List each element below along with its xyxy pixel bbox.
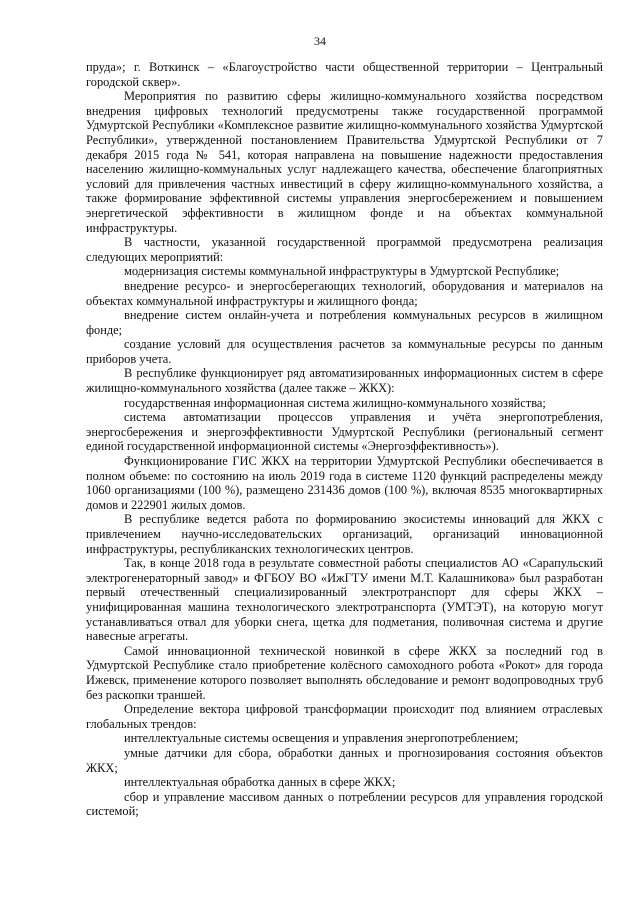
list-item: государственная информационная система жилищно-коммунального хозяйства; [124,395,546,410]
paragraph: В республике функционирует ряд автоматизированных информационных систем в сфере жилищно-коммунального хозяйства (далее также – ЖКХ): [86,366,603,396]
list-item: создание условий для осуществления расчетов за коммунальные ресурсы по данным приборов учета. [86,337,603,366]
paragraph: Функционирование ГИС ЖКХ на территории Удмуртской Республики обеспечивается в полном объеме: по состоянию на июль 2019 года в системе 1120 функций распределены между 1060 организациями (100 %), размещено 231436 домов (100 %), включая 8535 многоквартирных домов и 222901 жилых домов. [86,454,603,512]
list-item: система автоматизации процессов управления и учёта энергопотребления, энергосбережения и энергоэффективности Удмуртской Республики (региональный сегмент единой государственной информационной системы «Энергоэффективность»). [86,410,603,454]
list-item: модернизация системы коммунальной инфраструктуры в Удмуртской Республике; [124,264,560,279]
paragraph: Самой инновационной технической новинкой в сфере ЖКХ за последний год в Удмуртской Республике стало приобретение колёсного самоходного робота «Рокот» для города Ижевск, применение которого позволяет выполнять обследование и ремонт водопроводных труб без раскопки траншей. [86,643,603,702]
page-number: 34 [314,34,326,48]
list-item: интеллектуальные системы освещения и управления энергопотреблением; [124,731,519,746]
paragraph: В республике ведется работа по формированию экосистемы инноваций для ЖКХ с привлечением научно-исследовательских организаций, организаций инновационной инфраструктуры, республиканских технологических центров. [86,512,603,556]
paragraph-continuation: пруда»; г. Воткинск – «Благоустройство части общественной территории – Центральный городской сквер». [86,60,603,89]
list-item: интеллектуальная обработка данных в сфере ЖКХ; [124,775,396,790]
paragraph: В частности, указанной государственной программой предусмотрена реализация следующих мероприятий: [86,235,603,264]
paragraph: Определение вектора цифровой трансформации происходит под влиянием отраслевых глобальных трендов: [86,702,603,731]
document-body [86,60,603,819]
paragraph: Мероприятия по развитию сферы жилищно-коммунального хозяйства посредством внедрения цифровых технологий предусмотрены также государственной программой Удмуртской Республики «Комплексное развитие жилищно-коммунального хозяйства Удмуртской Республики», утвержденной постановлением Правительства Удмуртской Республики от 7 декабря 2015 года № 541, которая направлена на повышение надежности предоставления населению жилищно-коммунальных услуг надлежащего качества, обеспечение благоприятных условий для привлечения частных инвестиций в сферу жилищно-коммунального хозяйства, а также формирование эффективной системы управления энергосбережением и повышением энергетической эффективности в жилищном фонде и на объектах коммунальной инфраструктуры. [86,89,603,235]
list-item: внедрение ресурсо- и энергосберегающих технологий, оборудования и материалов на объектах коммунальной инфраструктуры и жилищного фонда; [86,278,603,308]
list-item: внедрение систем онлайн-учета и потребления коммунальных ресурсов в жилищном фонде; [86,308,603,337]
list-item: сбор и управление массивом данных о потреблении ресурсов для управления городской системой; [86,789,603,819]
paragraph: Так, в конце 2018 года в результате совместной работы специалистов АО «Сарапульский электрогенераторный завод» и ФГБОУ ВО «ИжГТУ имени М.Т. Калашникова» был разработан первый отечественный специализированный электротранспорт для сферы ЖКХ – унифицированная машина технологического электротранспорта (УМТЭТ), на которую могут устанавливаться отвал для уборки снега, щетка для подметания, поливочная система и другие навесные агрегаты. [86,556,603,644]
list-item: умные датчики для сбора, обработки данных и прогнозирования состояния объектов ЖКХ; [86,745,603,775]
